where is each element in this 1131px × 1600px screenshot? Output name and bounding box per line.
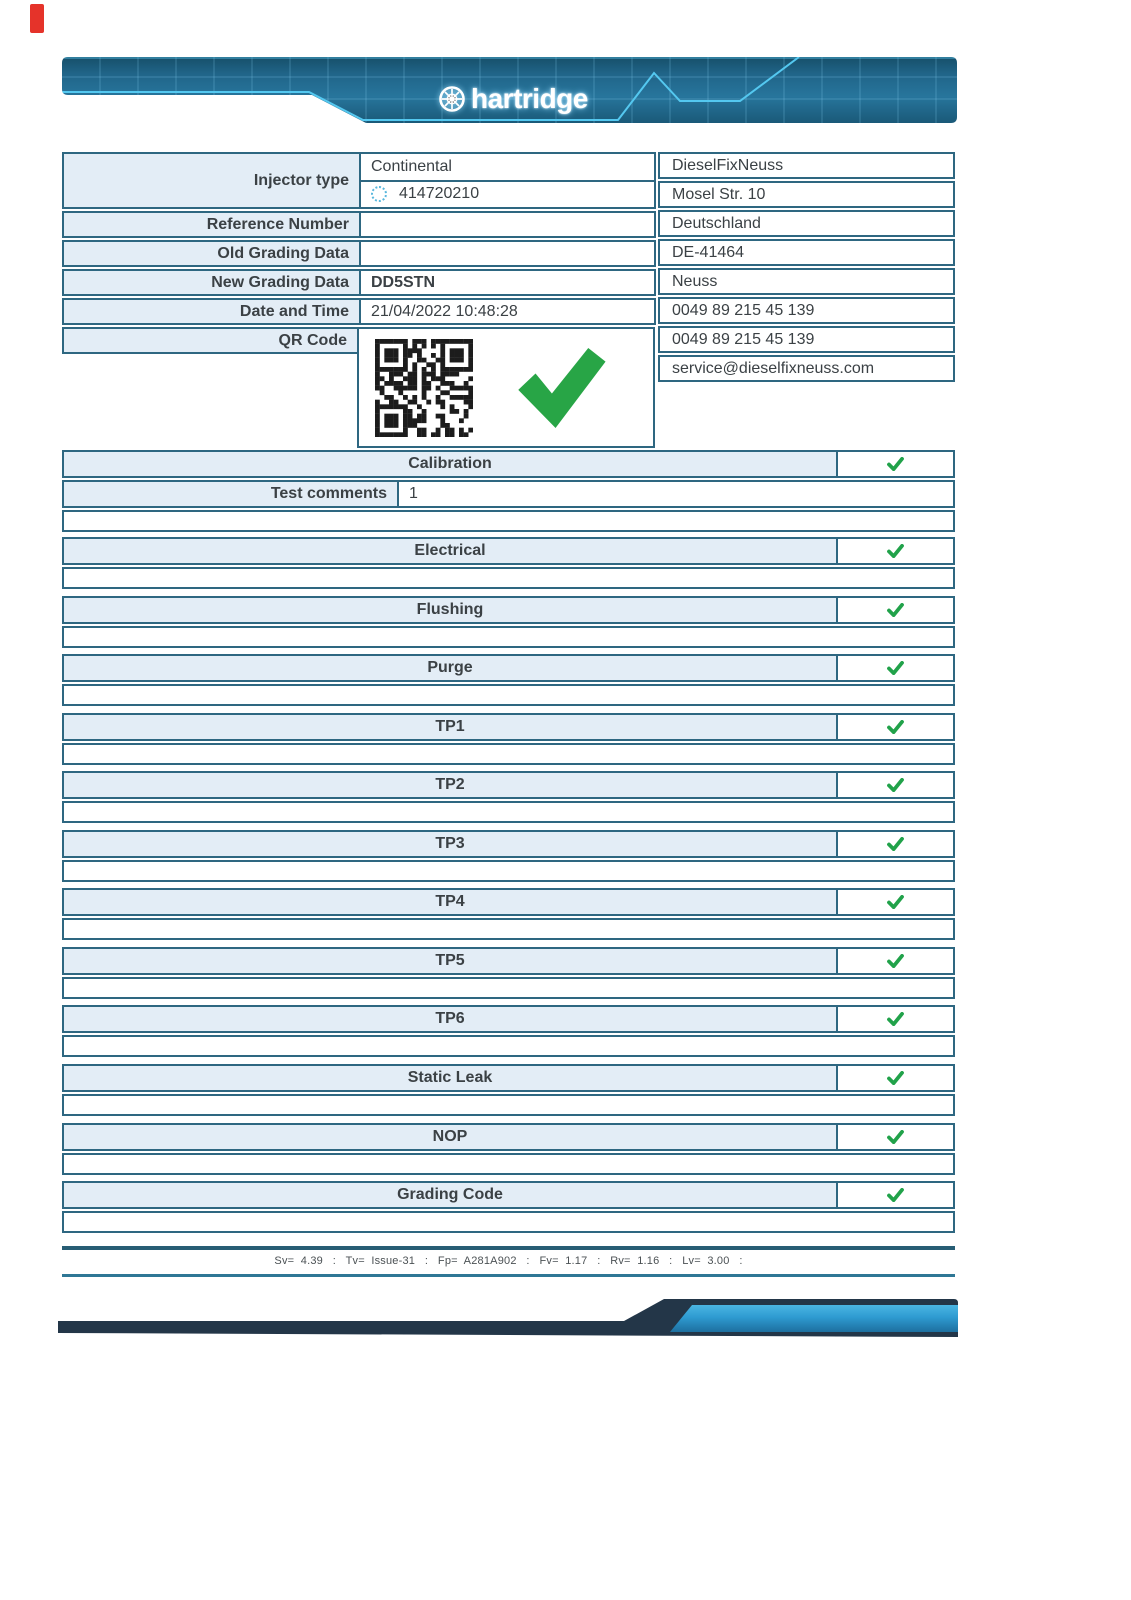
brand-logo: [438, 83, 588, 115]
section-title: Electrical: [64, 539, 836, 563]
spacer-row: [62, 743, 955, 765]
spacer-row: [62, 626, 955, 648]
check-icon: [887, 778, 904, 792]
check-icon: [887, 457, 904, 471]
section-title: Purge: [64, 656, 836, 680]
injector-number-value: 414720210: [399, 185, 480, 203]
test-comments-row: [62, 480, 955, 508]
company-info-text: DieselFixNeuss: [660, 154, 953, 177]
section-header-tp5: [62, 947, 955, 975]
status-cell: [836, 949, 953, 973]
section-title: Flushing: [64, 598, 836, 622]
injector-type-label: Injector type: [64, 154, 359, 207]
spacer-row: [62, 510, 955, 532]
spacer-row: [62, 1153, 955, 1175]
test-comments-value: 1: [397, 482, 953, 506]
check-icon: [887, 1130, 904, 1144]
company-info-text: service@dieselfixneuss.com: [660, 357, 953, 380]
section-header-tp3: [62, 830, 955, 858]
section-title: TP5: [64, 949, 836, 973]
section-header-calibration: [62, 450, 955, 478]
section-header-electrical: [62, 537, 955, 565]
section-header-tp2: [62, 771, 955, 799]
spacer-row: [62, 1094, 955, 1116]
check-icon: [887, 661, 904, 675]
status-cell: [836, 773, 953, 797]
spacer-row: [62, 918, 955, 940]
check-icon: [887, 895, 904, 909]
check-icon: [887, 544, 904, 558]
section-title: TP2: [64, 773, 836, 797]
section-title: NOP: [64, 1125, 836, 1149]
section-header-tp1: [62, 713, 955, 741]
wheel-logo-icon: [438, 85, 466, 113]
new-grading-value: DD5STN: [359, 271, 654, 294]
section-header-flushing: [62, 596, 955, 624]
status-cell: [836, 1007, 953, 1031]
company-info-row: [658, 181, 955, 208]
qr-value-cell: [357, 327, 655, 448]
reference-number-label: Reference Number: [64, 213, 359, 236]
status-cell: [836, 1125, 953, 1149]
check-icon: [887, 1071, 904, 1085]
company-info-text: Mosel Str. 10: [660, 183, 953, 206]
section-title: TP4: [64, 890, 836, 914]
status-cell: [836, 1183, 953, 1207]
status-cell: [836, 452, 953, 476]
company-info-row: [658, 210, 955, 237]
old-grading-row: [62, 240, 656, 267]
spacer-row: [62, 1211, 955, 1233]
qr-label-row: [62, 327, 359, 354]
section-title: TP1: [64, 715, 836, 739]
section-header-static-leak: [62, 1064, 955, 1092]
version-line: Sv= 4.39 : Tv= Issue-31 : Fp= A281A902 : Fv= 1.17 : Rv= 1.16 : Lv= 3.00 :: [274, 1255, 743, 1267]
section-title: Static Leak: [64, 1066, 836, 1090]
company-info-row: [658, 152, 955, 179]
new-grading-label: New Grading Data: [64, 271, 359, 294]
status-cell: [836, 656, 953, 680]
bottom-banner: [58, 1290, 958, 1340]
section-header-tp6: [62, 1005, 955, 1033]
datetime-row: [62, 298, 656, 325]
qr-code: [375, 339, 473, 437]
injector-type-row: [62, 152, 656, 209]
footer-rule-top: [62, 1246, 955, 1250]
reference-number-value: [359, 213, 654, 236]
new-grading-row: [62, 269, 656, 296]
status-cell: [836, 832, 953, 856]
company-info-text: DE-41464: [660, 241, 953, 264]
company-info-row: [658, 355, 955, 382]
section-header-nop: [62, 1123, 955, 1151]
reference-number-row: [62, 211, 656, 238]
section-title: Calibration: [64, 452, 836, 476]
check-icon: [887, 720, 904, 734]
company-info-row: [658, 268, 955, 295]
company-info-text: Neuss: [660, 270, 953, 293]
brand-name: hartridge: [471, 83, 588, 114]
section-header-grading-code: [62, 1181, 955, 1209]
section-header-tp4: [62, 888, 955, 916]
section-header-purge: [62, 654, 955, 682]
spacer-row: [62, 860, 955, 882]
datetime-label: Date and Time: [64, 300, 359, 323]
qr-label: QR Code: [64, 329, 357, 352]
old-grading-value: [359, 242, 654, 265]
section-title: TP3: [64, 832, 836, 856]
injector-number-cell: [361, 180, 654, 208]
section-title: TP6: [64, 1007, 836, 1031]
company-info-text: 0049 89 215 45 139: [660, 299, 953, 322]
section-title: Grading Code: [64, 1183, 836, 1207]
company-info-row: [658, 297, 955, 324]
approved-check-icon: [511, 342, 611, 434]
old-grading-label: Old Grading Data: [64, 242, 359, 265]
check-icon: [887, 603, 904, 617]
company-info-row: [658, 239, 955, 266]
spacer-row: [62, 801, 955, 823]
datetime-value: 21/04/2022 10:48:28: [359, 300, 654, 323]
injector-id-icon: [371, 186, 387, 202]
status-cell: [836, 715, 953, 739]
spacer-row: [62, 567, 955, 589]
spacer-row: [62, 1035, 955, 1057]
scan-artifact: [30, 4, 44, 33]
status-cell: [836, 890, 953, 914]
injector-make-value: Continental: [361, 154, 654, 180]
check-icon: [887, 1188, 904, 1202]
company-info-row: [658, 326, 955, 353]
spacer-row: [62, 977, 955, 999]
check-icon: [887, 1012, 904, 1026]
footer-rule-bottom: [62, 1274, 955, 1277]
company-info-text: Deutschland: [660, 212, 953, 235]
status-cell: [836, 598, 953, 622]
test-comments-label: Test comments: [64, 482, 397, 506]
check-icon: [887, 837, 904, 851]
check-icon: [887, 954, 904, 968]
company-info-text: 0049 89 215 45 139: [660, 328, 953, 351]
status-cell: [836, 539, 953, 563]
status-cell: [836, 1066, 953, 1090]
spacer-row: [62, 684, 955, 706]
